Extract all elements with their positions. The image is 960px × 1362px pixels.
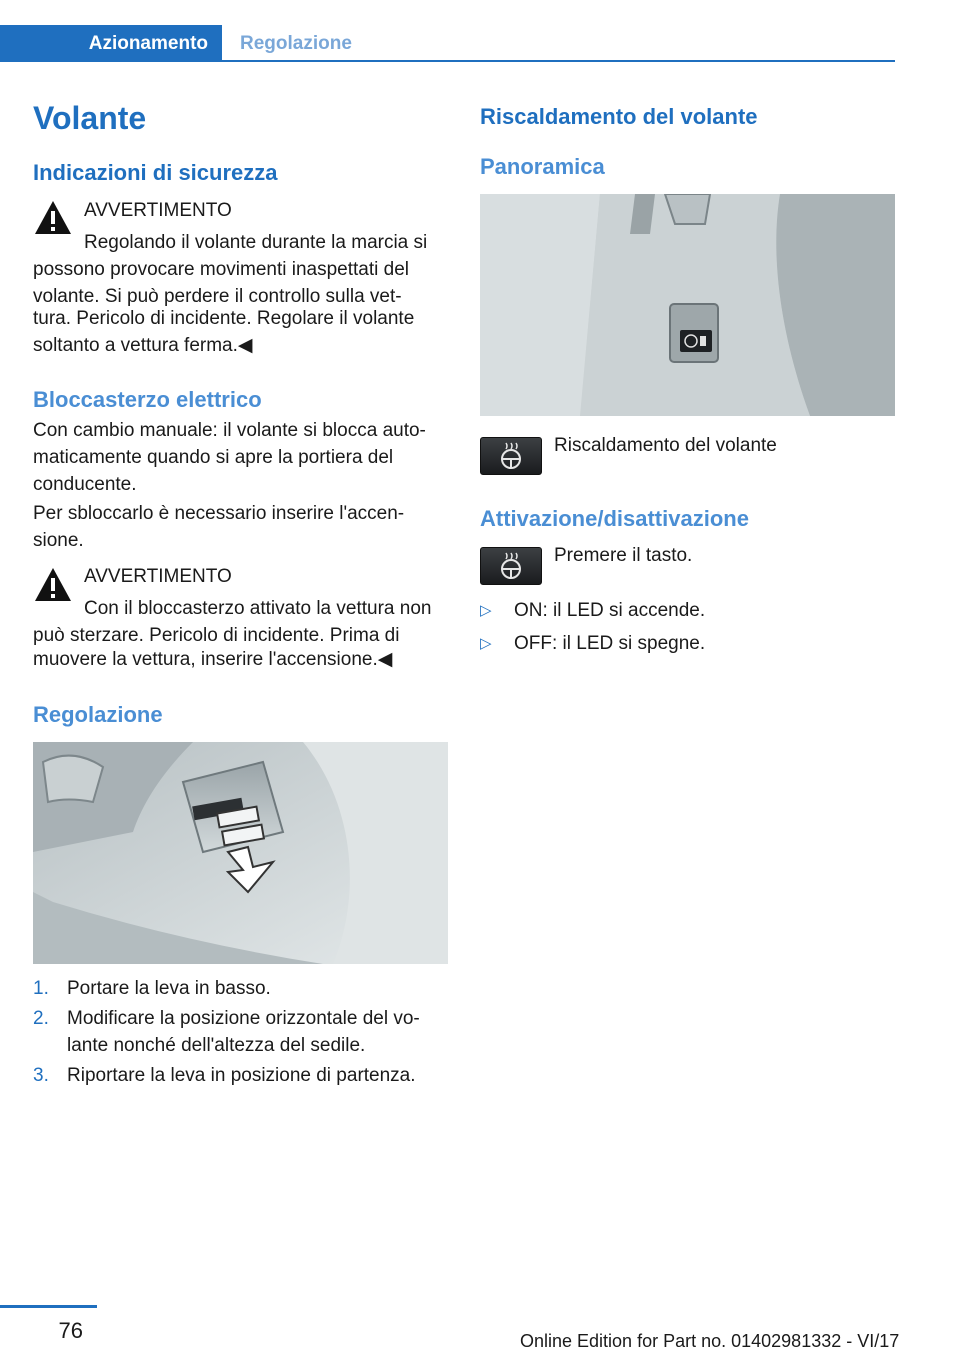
warning-text-line: possono provocare movimenti inaspettati del xyxy=(33,259,409,280)
warning-label: AVVERTIMENTO xyxy=(84,200,232,221)
page-title: Volante xyxy=(33,100,147,136)
steering-heating-button-image xyxy=(480,194,895,416)
lock-text-line: maticamente quando si apre la portiera del xyxy=(33,447,394,468)
list-number: 1. xyxy=(33,978,49,999)
adjust-heading: Regolazione xyxy=(33,702,163,727)
warning-triangle-icon xyxy=(33,198,73,243)
tab-azionamento[interactable]: Azionamento xyxy=(0,25,222,62)
icon-caption: Riscaldamento del volante xyxy=(554,435,777,456)
list-item xyxy=(480,597,900,624)
tab-regolazione[interactable]: Regolazione xyxy=(240,32,352,54)
edition-note: Online Edition for Part no. 01402981332 - VI/17 xyxy=(520,1331,900,1351)
footer-rule xyxy=(0,1305,97,1308)
list-number: 2. xyxy=(33,1008,49,1029)
toggle-text: Premere il tasto. xyxy=(554,545,693,566)
header-rule xyxy=(0,60,895,62)
list-item xyxy=(33,975,453,1002)
steering-heating-button-icon xyxy=(480,547,542,585)
toggle-heading: Attivazione/disattivazione xyxy=(480,506,749,531)
list-number: 3. xyxy=(33,1065,49,1086)
list-text-line: lante nonché dell'altezza del sedile. xyxy=(67,1035,366,1056)
list-item xyxy=(33,1005,453,1059)
steering-column-lever-image xyxy=(33,742,448,964)
adjust-steps-list xyxy=(33,975,453,1089)
heating-heading: Riscaldamento del volante xyxy=(480,104,758,129)
warning-text-line: Con il bloccasterzo attivato la vettura non xyxy=(84,598,432,619)
list-item xyxy=(33,1062,453,1089)
list-text-line: Modificare la posizione orizzontale del vo‐ xyxy=(67,1008,420,1029)
warning-text-line: può sterzare. Pericolo di incidente. Prima di xyxy=(33,625,400,646)
list-item xyxy=(480,630,900,657)
warning-text-line: tura. Pericolo di incidente. Regolare il volante xyxy=(33,308,415,329)
lock-heading: Bloccasterzo elettrico xyxy=(33,387,262,412)
warning-label: AVVERTIMENTO xyxy=(84,566,232,587)
steering-heating-button-icon xyxy=(480,437,542,475)
lock-text-line: sione. xyxy=(33,530,84,551)
page-number: 76 xyxy=(58,1318,83,1343)
toggle-bullet-list xyxy=(480,597,900,657)
warning-text-line: muovere la vettura, inserire l'accensione.◀ xyxy=(33,649,393,670)
lock-text-line: conducente. xyxy=(33,474,137,495)
triangle-bullet-icon: ▷ xyxy=(480,602,492,619)
list-text: OFF: il LED si spegne. xyxy=(514,633,706,654)
lock-text-line: Per sbloccarlo è necessario inserire l'accen‐ xyxy=(33,503,405,524)
list-text: Riportare la leva in posizione di partenza. xyxy=(67,1065,416,1086)
warning-text-line: volante. Si può perdere il controllo sulla vet‐ xyxy=(33,286,402,307)
list-text: Portare la leva in basso. xyxy=(67,978,271,999)
triangle-bullet-icon: ▷ xyxy=(480,635,492,652)
lock-text-line: Con cambio manuale: il volante si blocca auto‐ xyxy=(33,420,426,441)
warning-text-line: soltanto a vettura ferma.◀ xyxy=(33,335,253,356)
list-text: ON: il LED si accende. xyxy=(514,600,706,621)
list-text xyxy=(67,1005,420,1059)
warning-text-line: Regolando il volante durante la marcia si xyxy=(84,232,428,253)
overview-heading: Panoramica xyxy=(480,154,605,179)
safety-heading: Indicazioni di sicurezza xyxy=(33,160,278,185)
warning-triangle-icon xyxy=(33,565,73,610)
